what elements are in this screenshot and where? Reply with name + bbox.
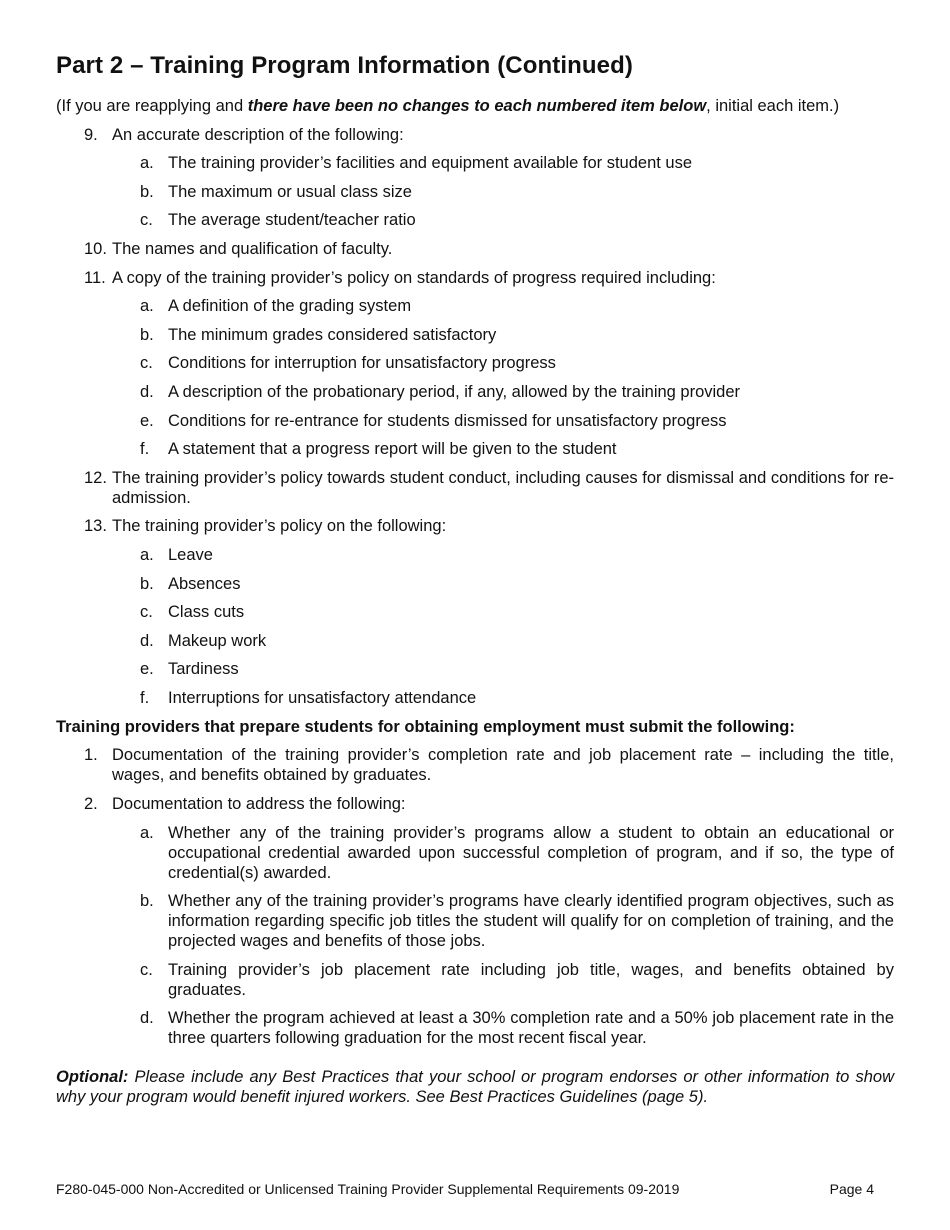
sub-list-item: [56, 325, 894, 345]
sub-list-item: [56, 296, 894, 316]
item-text: The training provider’s policy towards student conduct, including causes for dismissal and conditions for re-admission.: [112, 468, 894, 507]
employment-item-list: [56, 745, 894, 1048]
intro-note: [56, 96, 894, 116]
sub-item-letter: d.: [140, 382, 154, 401]
list-item: [56, 268, 894, 288]
sub-item-letter: c.: [140, 211, 153, 230]
optional-text: Please include any Best Practices that your school or program endorses or other information to show why your program would benefit injured workers. See Best Practices Guidelines (page 5).: [56, 1068, 894, 1107]
sub-item-letter: d.: [140, 1009, 154, 1028]
list-item: [56, 239, 894, 259]
sub-item-text: Class cuts: [168, 603, 245, 622]
employment-heading: Training providers that prepare students for obtaining employment must submit the following:: [56, 717, 795, 736]
sub-item-letter: d.: [140, 631, 154, 650]
sub-item-text: A statement that a progress report will be given to the student: [168, 440, 617, 459]
sub-item-letter: c.: [140, 603, 153, 622]
sub-item-letter: f.: [140, 688, 150, 707]
sub-list-item: [56, 688, 894, 708]
item-number: 11.: [84, 268, 106, 287]
intro-before: (If you are reapplying and: [56, 97, 248, 115]
page-title: Part 2 – Training Program Information (Continued): [56, 52, 633, 79]
optional-label: Optional:: [56, 1068, 129, 1087]
sub-list-item: [56, 891, 894, 951]
sub-list-item: [56, 439, 894, 459]
sub-list-item: [56, 382, 894, 402]
sub-item-text: Conditions for interruption for unsatisfactory progress: [168, 354, 556, 373]
sub-item-text: Whether any of the training provider’s programs have clearly identified program objectives, such as information regarding specific job titles the student will qualify for on completion of training, and the projected wages and benefits of those jobs.: [168, 892, 894, 951]
sub-item-text: The average student/teacher ratio: [168, 211, 416, 230]
sub-list-item: [56, 210, 894, 230]
sub-item-letter: b.: [140, 182, 154, 201]
item-number: 1.: [84, 746, 98, 765]
sub-item-text: Whether any of the training provider’s programs allow a student to obtain an educational or occupational credential awarded upon successful completion of program, and if so, the type of credential(s) awarded.: [168, 823, 894, 882]
list-item: [56, 468, 894, 508]
sub-item-letter: a.: [140, 297, 154, 316]
sub-list-item: [56, 602, 894, 622]
item-text: Documentation of the training provider’s completion rate and job placement rate – including the title, wages, and benefits obtained by graduates.: [112, 746, 894, 785]
sub-item-text: Absences: [168, 574, 241, 593]
sub-item-text: The maximum or usual class size: [168, 182, 412, 201]
list-item: [56, 745, 894, 785]
sub-item-text: Whether the program achieved at least a 30% completion rate and a 50% job placement rate in the three quarters following graduation for the most recent fiscal year.: [168, 1009, 894, 1048]
intro-after: , initial each item.): [706, 97, 840, 115]
item-number: 10.: [84, 239, 107, 258]
form-number: F280-045-000 Non-Accredited or Unlicensed Training Provider Supplemental Requirements 09-2019: [56, 1181, 680, 1197]
sub-item-text: Makeup work: [168, 631, 267, 650]
page-number: Page 4: [829, 1181, 874, 1197]
sub-item-letter: e.: [140, 660, 154, 679]
item-number: 9.: [84, 125, 98, 144]
item-text: The names and qualification of faculty.: [112, 239, 393, 258]
item-number: 2.: [84, 795, 98, 814]
sub-list-item: [56, 574, 894, 594]
sub-list-item: [56, 182, 894, 202]
document-page: [56, 50, 894, 1107]
sub-list-item: [56, 631, 894, 651]
sub-item-text: A definition of the grading system: [168, 297, 412, 316]
sub-item-text: Training provider’s job placement rate including job title, wages, and benefits obtained by graduates.: [168, 960, 894, 999]
sub-item-letter: f.: [140, 440, 150, 459]
sub-item-letter: b.: [140, 325, 154, 344]
sub-item-letter: a.: [140, 823, 154, 842]
sub-item-text: The training provider’s facilities and equipment available for student use: [168, 154, 693, 173]
sub-item-letter: c.: [140, 354, 153, 373]
sub-item-letter: e.: [140, 411, 154, 430]
sub-list-item: [56, 823, 894, 883]
sub-item-letter: b.: [140, 892, 154, 911]
item-text: A copy of the training provider’s policy on standards of progress required including:: [112, 268, 716, 287]
numbered-item-list: [56, 125, 894, 708]
sub-list-item: [56, 353, 894, 373]
item-text: The training provider’s policy on the following:: [112, 517, 447, 536]
sub-item-text: Conditions for re-entrance for students dismissed for unsatisfactory progress: [168, 411, 727, 430]
sub-list-item: [56, 153, 894, 173]
intro-emphasis: there have been no changes to each numbered item below: [247, 97, 707, 115]
list-item: [56, 794, 894, 814]
sub-item-letter: a.: [140, 154, 154, 173]
optional-note: [56, 1067, 894, 1107]
item-number: 13.: [84, 517, 107, 536]
sub-item-text: Interruptions for unsatisfactory attendance: [168, 688, 477, 707]
item-text: Documentation to address the following:: [112, 795, 406, 814]
sub-list-item: [56, 545, 894, 565]
page-footer: [56, 1180, 874, 1198]
item-number: 12.: [84, 468, 107, 487]
item-text: An accurate description of the following:: [112, 125, 404, 144]
sub-item-letter: c.: [140, 960, 153, 979]
sub-item-letter: b.: [140, 574, 154, 593]
sub-item-letter: a.: [140, 545, 154, 564]
sub-list-item: [56, 659, 894, 679]
sub-list-item: [56, 1008, 894, 1048]
sub-list-item: [56, 411, 894, 431]
sub-item-text: A description of the probationary period, if any, allowed by the training provider: [168, 382, 741, 401]
sub-list-item: [56, 960, 894, 1000]
sub-item-text: Leave: [168, 545, 213, 564]
list-item: [56, 125, 894, 145]
sub-item-text: The minimum grades considered satisfactory: [168, 325, 497, 344]
list-item: [56, 516, 894, 536]
sub-item-text: Tardiness: [168, 660, 239, 679]
